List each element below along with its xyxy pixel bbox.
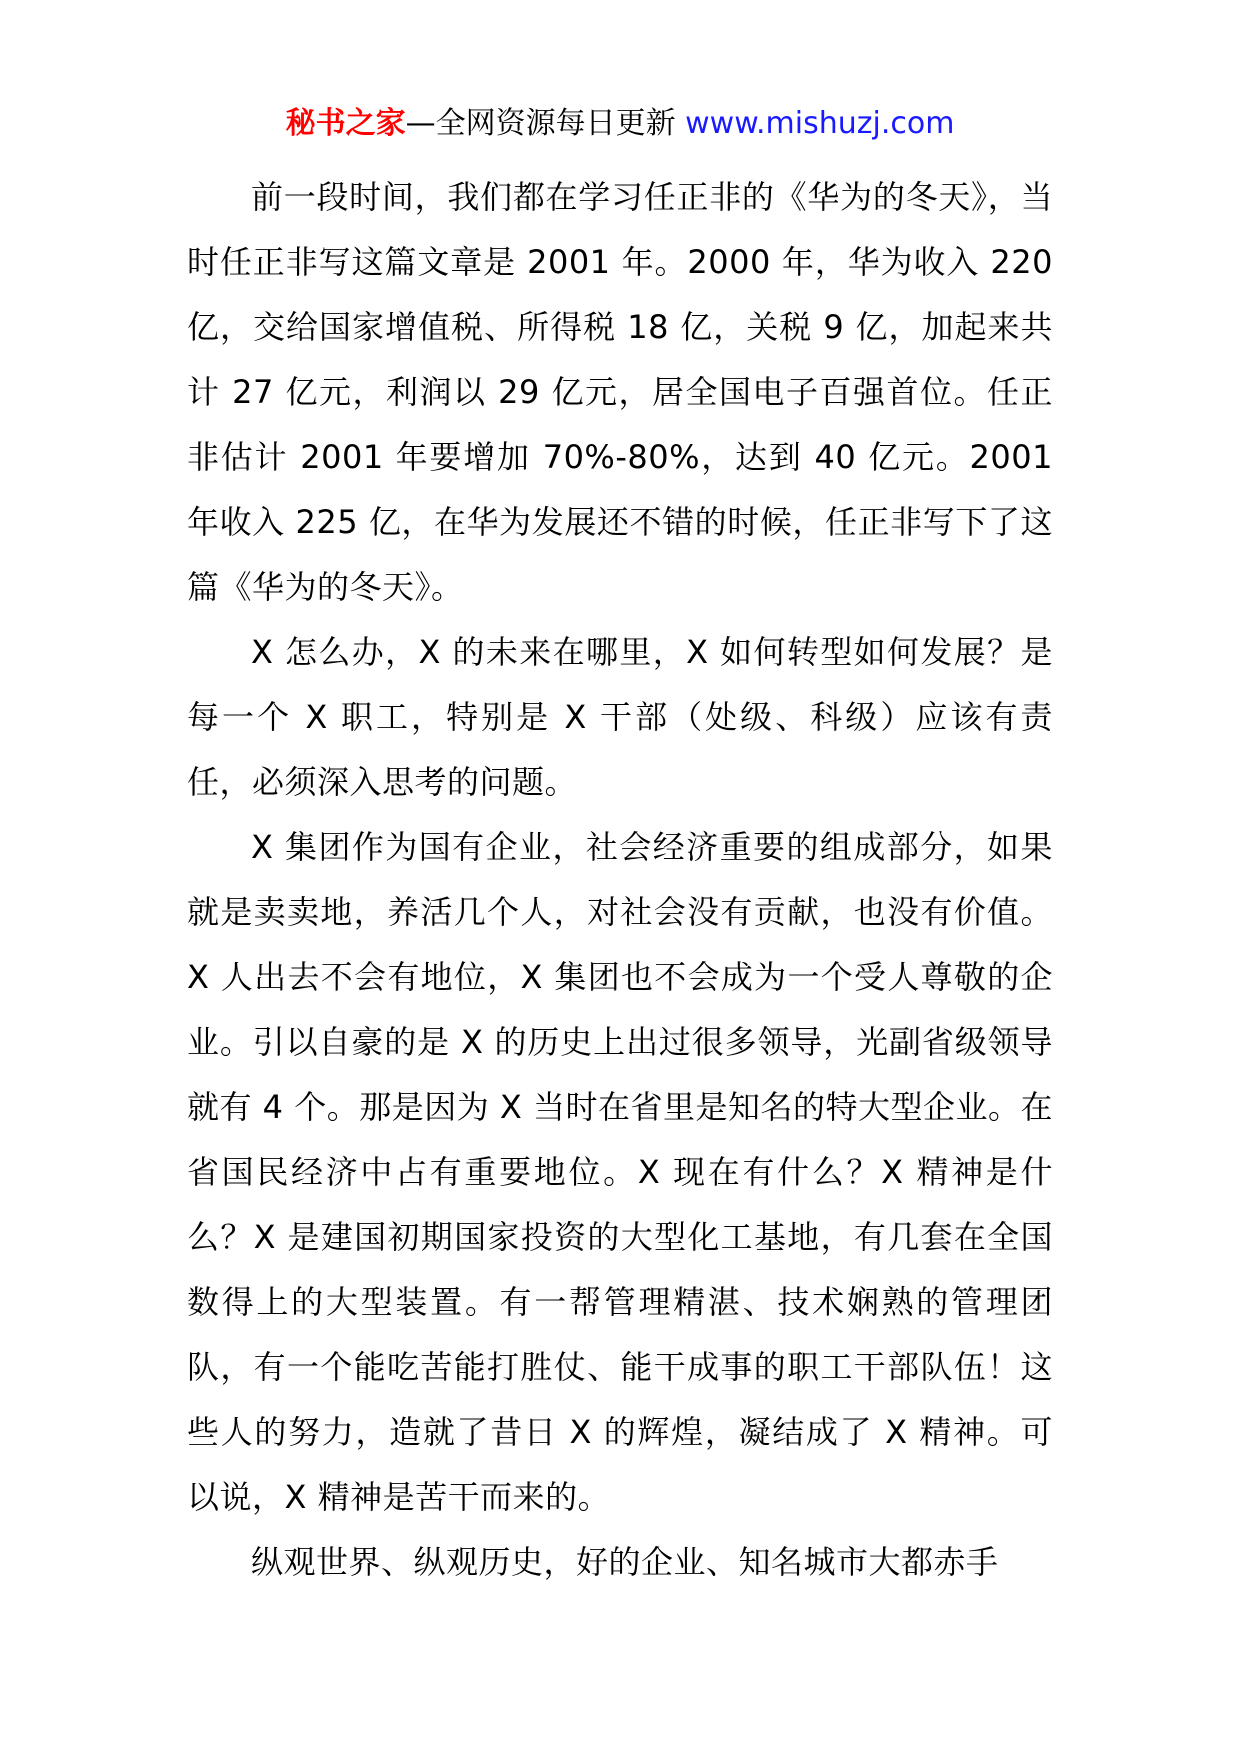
page-header (0, 100, 1240, 148)
paragraph: X 集团作为国有企业，社会经济重要的组成部分，如果就是卖卖地，养活几个人，对社会没有贡献，也没有价值。X 人出去不会有地位，X 集团也不会成为一个受人尊敬的企业。引以自豪的是 X 的历史上出过很多领导，光副省级领导就有 4 个。那是因为 X 当时在省里是知名的特大型企业。在省国民经济中占有重要地位。X 现在有什么？X 精神是什么？X 是建国初期国家投资的大型化工基地，有几套在全国数得上的大型装置。有一帮管理精湛、技术娴熟的管理团队，有一个能吃苦能打胜仗、能干成事的职工干部队伍！这些人的努力，造就了昔日 X 的辉煌，凝结成了 X 精神。可以说，X 精神是苦干而来的。 (187, 828, 1053, 1516)
website-link[interactable]: www.mishuzj.com (685, 106, 955, 141)
brand-name: 秘书之家 (285, 106, 406, 141)
paragraph: 纵观世界、纵观历史，好的企业、知名城市大都赤手 (251, 1543, 999, 1581)
paragraph: 前一段时间，我们都在学习任正非的《华为的冬天》，当时任正非写这篇文章是 2001 年。2000 年，华为收入 220 亿，交给国家增值税、所得税 18 亿，关税 9 亿，加起来共计 27 亿元，利润以 29 亿元，居全国电子百强首位。任正非估计 2001 年要增加 70%-80%，达到 40 亿元。2001 年收入 225 亿，在华为发展还不错的时候，任正非写下了这篇《华为的冬天》。 (187, 178, 1053, 606)
header-tagline: —全网资源每日更新 (405, 106, 686, 141)
paragraph: X 怎么办，X 的未来在哪里，X 如何转型如何发展？是每一个 X 职工，特别是 X 干部（处级、科级）应该有责任，必须深入思考的问题。 (187, 633, 1053, 801)
document-body (187, 165, 1053, 1595)
